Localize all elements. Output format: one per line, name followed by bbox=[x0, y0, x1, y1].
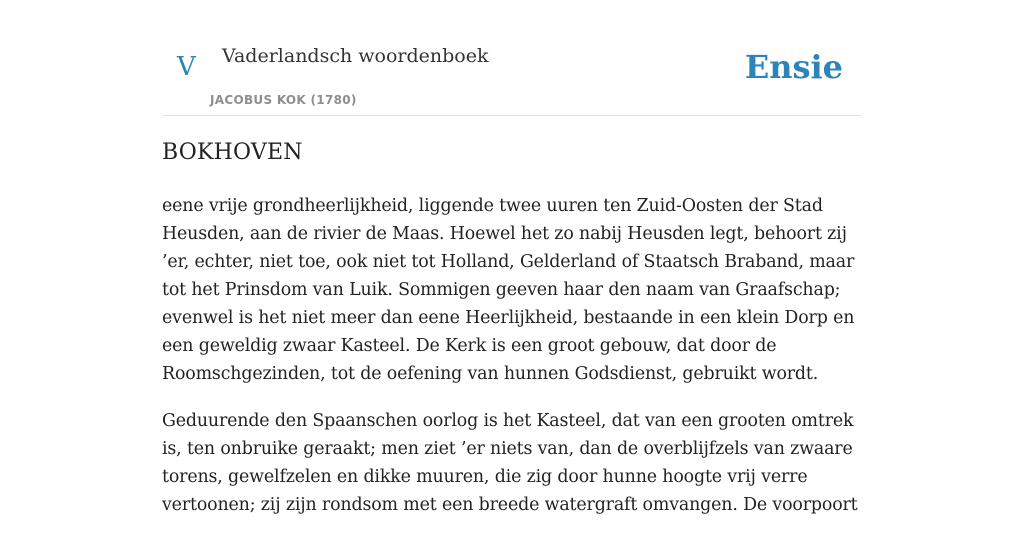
entry-paragraph: eene vrije grondheerlijkheid, liggende twee uuren ten Zuid-Oosten der Stad Heusden, aan de rivier de Maas. Hoewel het zo nabij Heusden legt, behoort zij ’er, echter, niet toe, ook niet tot Holland, Gelderland of Staatsch Braband, maar tot het Prinsdom van Luik. Sommigen geeven haar den naam van Graafschap; evenwel is het niet meer dan eene Heerlijkheid, bestaande in een klein Dorp en een geweldig zwaar Kasteel. De Kerk is een groot gebouw, dat door de Roomschgezinden, tot de oefening van hunnen Godsdienst, gebruikt wordt. bbox=[162, 196, 855, 384]
entry-paragraph: Geduurende den Spaanschen oorlog is het Kasteel, dat van een grooten omtrek is, ten onbruike geraakt; men ziet ’er niets van, dan de overblijfzels van zwaare torens, gewelfzelen en dikke muuren, die zig door hunne hoogte vrij verre vertoonen; zij zijn rondsom met een breede watergraft omvangen. De voorpoort bbox=[162, 411, 858, 515]
book-letter-badge[interactable]: V bbox=[177, 52, 196, 82]
header bbox=[162, 0, 862, 116]
page bbox=[162, 0, 862, 515]
entry-body bbox=[162, 192, 862, 538]
book-title-link[interactable]: Vaderlandsch woordenboek bbox=[222, 45, 489, 67]
brand-logo-link[interactable]: Ensie bbox=[744, 48, 843, 86]
entry-title: BOKHOVEN bbox=[162, 140, 303, 165]
book-author: JACOBUS KOK (1780) bbox=[210, 93, 357, 107]
